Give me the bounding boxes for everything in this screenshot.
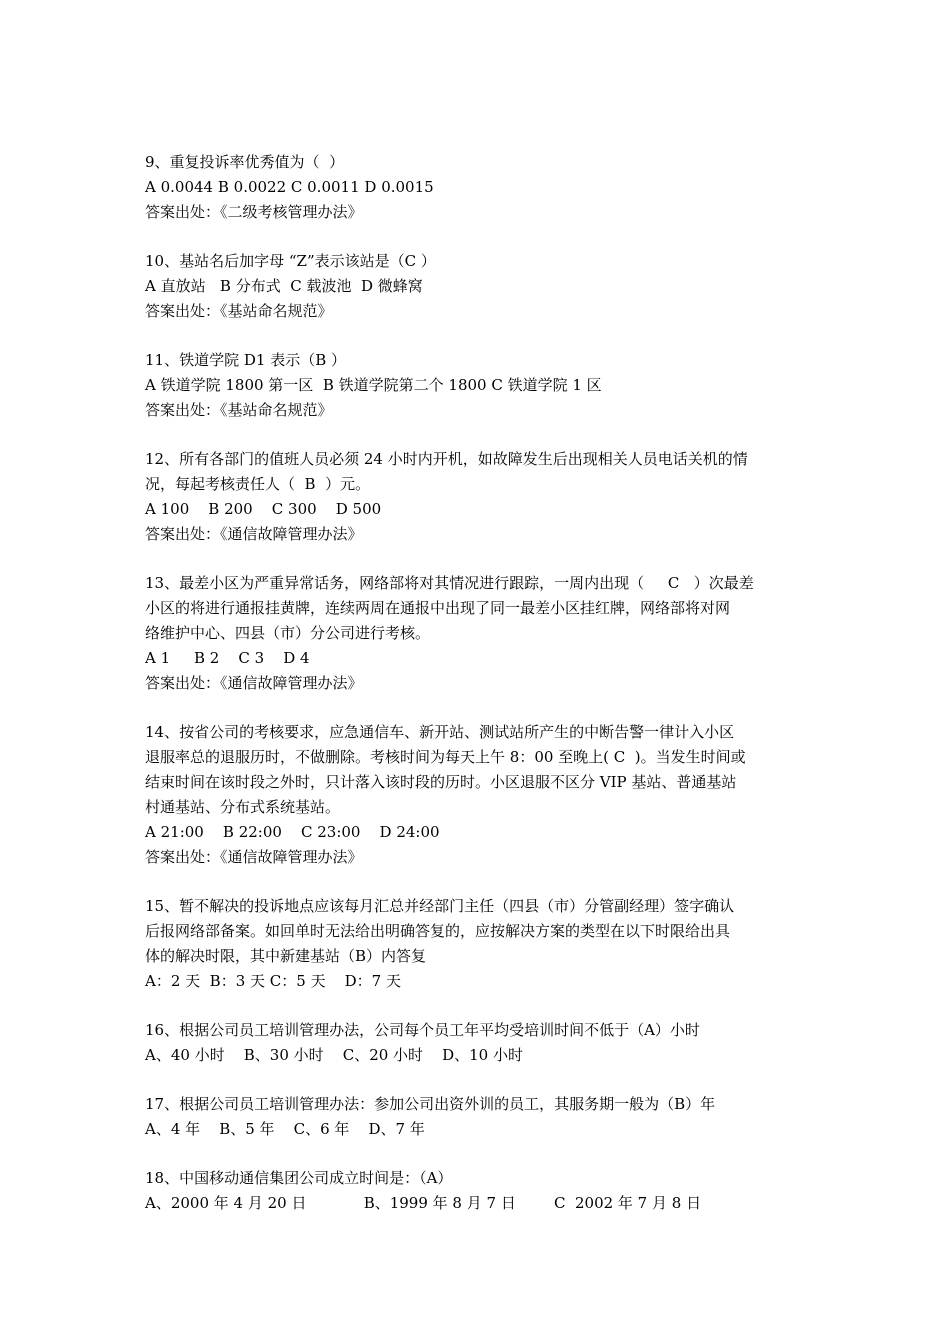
question-10 xyxy=(145,249,810,324)
question-text: 后报网络部备案。如回单时无法给出明确答复的，应按解决方案的类型在以下时限给出具 xyxy=(145,922,731,940)
answer-options: A 21:00 B 22:00 C 23:00 D 24:00 xyxy=(145,823,440,841)
question-13 xyxy=(145,571,810,696)
answer-options: A：2 天 B：3 天 C：5 天 D：7 天 xyxy=(145,972,401,990)
question-text: 9、重复投诉率优秀值为（ ） xyxy=(145,153,345,171)
answer-source: 答案出处：《基站命名规范》 xyxy=(145,302,333,320)
answer-source: 答案出处：《基站命名规范》 xyxy=(145,401,333,419)
question-text: 退服率总的退服历时，不做删除。考核时间为每天上午 8：00 至晚上( C )。当发生时间或 xyxy=(145,748,746,766)
question-text: 络维护中心、四县（市）分公司进行考核。 xyxy=(145,624,431,642)
question-text: 11、铁道学院 D1 表示（B ） xyxy=(145,351,346,369)
question-text: 16、根据公司员工培训管理办法，公司每个员工年平均受培训时间不低于（A）小时 xyxy=(145,1021,700,1039)
answer-options: A 直放站 B 分布式 C 载波池 D 微蜂窝 xyxy=(145,277,423,295)
question-text: 结束时间在该时段之外时，只计落入该时段的历时。小区退服不区分 VIP 基站、普通基站 xyxy=(145,773,737,791)
question-text: 村通基站、分布式系统基站。 xyxy=(145,798,341,816)
question-14 xyxy=(145,720,810,870)
answer-options: A 0.0044 B 0.0022 C 0.0011 D 0.0015 xyxy=(145,178,434,196)
answer-source: 答案出处：《通信故障管理办法》 xyxy=(145,674,363,692)
question-text: 小区的将进行通报挂黄牌，连续两周在通报中出现了同一最差小区挂红牌，网络部将对网 xyxy=(145,599,731,617)
question-text: 17、根据公司员工培训管理办法：参加公司出资外训的员工，其服务期一般为（B）年 xyxy=(145,1095,716,1113)
answer-source: 答案出处：《通信故障管理办法》 xyxy=(145,525,363,543)
answer-options: A、40 小时 B、30 小时 C、20 小时 D、10 小时 xyxy=(145,1046,523,1064)
question-text: 18、中国移动通信集团公司成立时间是：（A） xyxy=(145,1169,453,1187)
question-18 xyxy=(145,1166,810,1216)
answer-source: 答案出处：《二级考核管理办法》 xyxy=(145,203,363,221)
question-text: 14、按省公司的考核要求，应急通信车、新开站、测试站所产生的中断告警一律计入小区 xyxy=(145,723,735,741)
answer-options: A、4 年 B、5 年 C、6 年 D、7 年 xyxy=(145,1120,425,1138)
question-text: 15、暂不解决的投诉地点应该每月汇总并经部门主任（四县（市）分管副经理）签字确认 xyxy=(145,897,735,915)
answer-options: A 1 B 2 C 3 D 4 xyxy=(145,649,310,667)
question-text: 13、最差小区为严重异常话务，网络部将对其情况进行跟踪，一周内出现（ C ）次最差 xyxy=(145,574,754,592)
question-text: 10、基站名后加字母 “Z”表示该站是（C ） xyxy=(145,252,436,270)
answer-options: A、2000 年 4 月 20 日 B、1999 年 8 月 7 日 C 2002 年 7 月 8 日 xyxy=(145,1194,702,1212)
question-9 xyxy=(145,150,810,225)
question-text: 体的解决时限，其中新建基站（B）内答复 xyxy=(145,947,427,965)
question-15 xyxy=(145,894,810,994)
document-page xyxy=(145,150,810,1240)
question-16 xyxy=(145,1018,810,1068)
answer-source: 答案出处：《通信故障管理办法》 xyxy=(145,848,363,866)
question-text: 况，每起考核责任人（ B ）元。 xyxy=(145,475,371,493)
question-11 xyxy=(145,348,810,423)
question-12 xyxy=(145,447,810,547)
answer-options: A 100 B 200 C 300 D 500 xyxy=(145,500,382,518)
question-17 xyxy=(145,1092,810,1142)
answer-options: A 铁道学院 1800 第一区 B 铁道学院第二个 1800 C 铁道学院 1 区 xyxy=(145,376,602,394)
question-text: 12、所有各部门的值班人员必须 24 小时内开机，如故障发生后出现相关人员电话关机的情 xyxy=(145,450,748,468)
